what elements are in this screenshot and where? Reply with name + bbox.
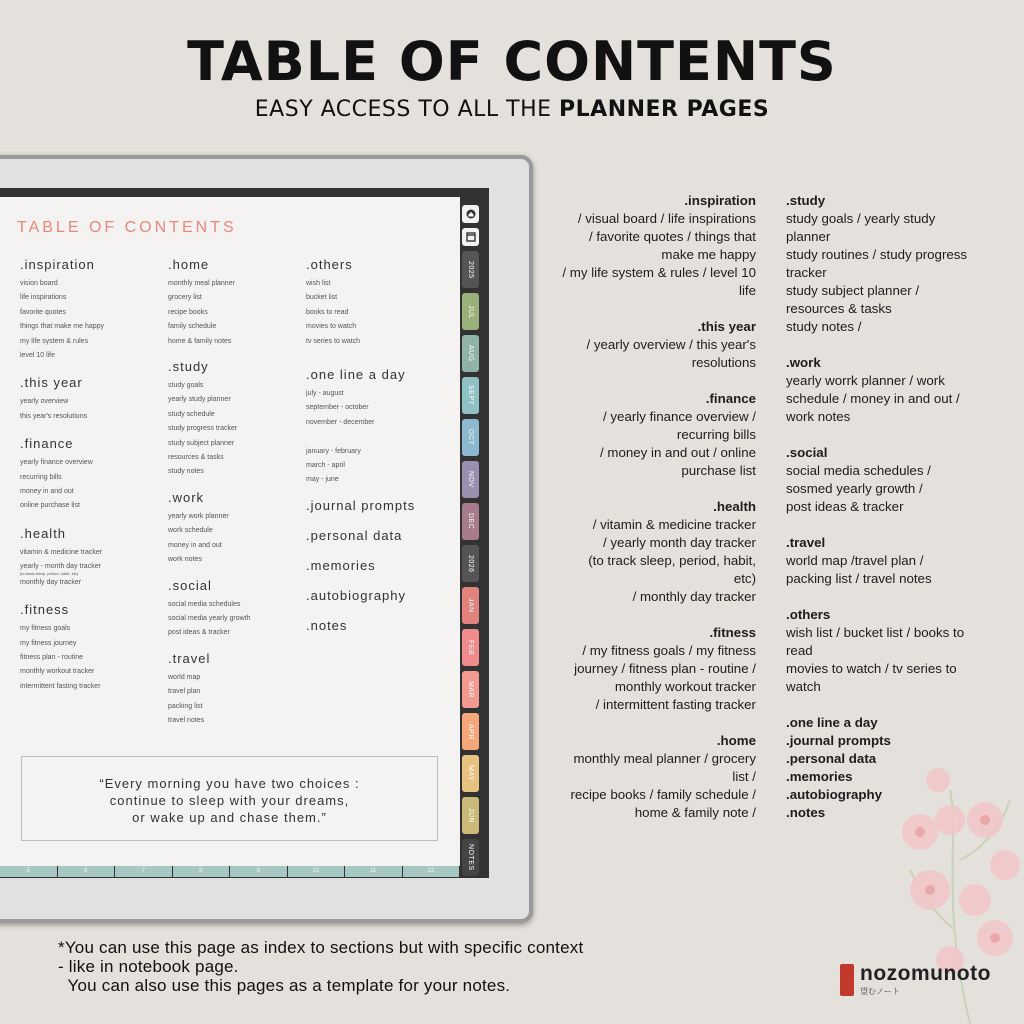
toc-column-2: [168, 257, 250, 728]
description-line: yearly worrk planner / work: [786, 373, 945, 388]
description-line: / intermittent fasting tracker: [595, 697, 756, 712]
home-icon[interactable]: [462, 205, 479, 223]
toc-section: [20, 257, 104, 363]
description-column-left: [540, 192, 756, 822]
description-line: / yearly overview / this year's: [586, 337, 756, 352]
side-tab-may[interactable]: MAY: [462, 755, 479, 792]
description-line: / visual board / life inspirations: [577, 211, 756, 226]
description-line: monthly workout tracker: [614, 679, 756, 694]
planner-page: [0, 197, 460, 866]
description-line: recipe books / family schedule /: [570, 787, 756, 802]
toc-item[interactable]: study goals: [168, 382, 204, 390]
description-heading: .notes: [786, 805, 826, 820]
description-heading: .social: [786, 445, 828, 460]
description-line: (to track sleep, period, habit,: [588, 553, 756, 568]
description-column-right: [786, 192, 996, 822]
toc-item[interactable]: travel plan: [168, 688, 201, 696]
spacer: [540, 606, 756, 624]
description-heading: .this year: [697, 319, 756, 334]
description-heading: .journal prompts: [786, 733, 891, 748]
toc-section-heading[interactable]: .social: [168, 577, 212, 593]
toc-item[interactable]: may - june: [306, 476, 339, 484]
description-line: etc): [733, 571, 756, 586]
brand-logo: [840, 962, 1000, 1002]
bottom-tab[interactable]: 7: [115, 866, 172, 877]
toc-item[interactable]: family schedule: [168, 323, 217, 331]
page-subheadline: [0, 96, 1024, 124]
toc-section-heading[interactable]: .memories: [306, 557, 376, 573]
description-line: read: [786, 643, 813, 658]
toc-item[interactable]: level 10 life: [20, 352, 56, 360]
description-heading: .home: [716, 733, 756, 748]
toc-section: [168, 257, 250, 349]
toc-item[interactable]: bucket list: [306, 294, 338, 302]
toc-item[interactable]: study schedule: [168, 410, 215, 418]
toc-item[interactable]: my fitness goals: [20, 625, 71, 633]
toc-item[interactable]: online purchase list: [20, 502, 80, 510]
toc-item[interactable]: intermittent fasting tracker: [20, 682, 101, 690]
side-tab-2025[interactable]: 2025: [462, 251, 479, 288]
toc-section-heading[interactable]: .travel: [168, 650, 211, 666]
description-line: planner: [786, 229, 831, 244]
quote-text: [22, 775, 437, 826]
toc-item[interactable]: post ideas & tracker: [168, 629, 230, 637]
description-line: movies to watch / tv series to: [786, 661, 957, 676]
toc-section: [20, 375, 104, 424]
quote-line: “Every morning you have two choices :: [99, 776, 360, 791]
description-line: tracker: [786, 265, 827, 280]
toc-item[interactable]: home & family notes: [168, 337, 232, 345]
toc-item[interactable]: yearly finance overview: [20, 459, 93, 467]
description-line: home & family note /: [634, 805, 756, 820]
toc-section-heading[interactable]: .finance: [20, 436, 74, 452]
spacer: [786, 696, 996, 714]
description-line: resources & tasks: [786, 301, 892, 316]
toc-item[interactable]: fitness plan - routine: [20, 653, 84, 661]
description-line: study notes /: [786, 319, 862, 334]
toc-section-heading[interactable]: .work: [168, 489, 205, 505]
description-heading: .inspiration: [684, 193, 756, 208]
description-line: study subject planner /: [786, 283, 920, 298]
bottom-tab[interactable]: 8: [173, 866, 230, 877]
side-tab-jan[interactable]: JAN: [462, 587, 479, 624]
logo-mark: [840, 964, 854, 996]
quote-line: continue to sleep with your dreams,: [109, 793, 350, 808]
description-line: / yearly finance overview /: [603, 409, 756, 424]
toc-item[interactable]: yearly overview: [20, 398, 69, 406]
description-line: / monthly day tracker: [632, 589, 756, 604]
quote-box: [21, 756, 438, 841]
side-tab-aug[interactable]: AUG: [462, 335, 479, 372]
toc-section-heading[interactable]: .notes: [306, 617, 348, 633]
description-line: study goals / yearly study: [786, 211, 936, 226]
description-line: purchase list: [681, 463, 756, 478]
toc-section-heading[interactable]: .home: [168, 257, 210, 272]
toc-item[interactable]: tv series to watch: [306, 337, 361, 345]
description-line: packing list / travel notes: [786, 571, 932, 586]
description-line: / money in and out / online: [600, 445, 756, 460]
toc-item[interactable]: favorite quotes: [20, 308, 66, 316]
toc-item[interactable]: monthly meal planner: [168, 280, 235, 287]
toc-section: [20, 436, 104, 514]
description-line: / yearly month day tracker: [603, 535, 756, 550]
description-heading: .autobiography: [786, 787, 883, 802]
toc-section-heading[interactable]: .study: [168, 359, 209, 375]
toc-section-heading[interactable]: .personal data: [306, 527, 403, 543]
description-line: / my life system & rules / level 10: [562, 265, 756, 280]
subtitle-prefix: EASY ACCESS TO ALL THE: [254, 97, 560, 122]
toc-item[interactable]: grocery list: [168, 294, 202, 302]
toc-item[interactable]: recipe books: [168, 308, 208, 316]
bottom-tab[interactable]: 6: [58, 866, 115, 877]
toc-column-1: [20, 257, 104, 694]
description-line: make me happy: [661, 247, 756, 262]
toc-section: [20, 526, 104, 590]
description-line: post ideas & tracker: [786, 499, 904, 514]
description-line: wish list / bucket list / books to: [786, 625, 965, 640]
toc-item[interactable]: world map: [168, 673, 201, 681]
description-line: list /: [732, 769, 756, 784]
footnote-line: - like in notebook page.: [58, 957, 239, 976]
bottom-tab[interactable]: 9: [230, 866, 287, 877]
description-line: sosmed yearly growth /: [786, 481, 923, 496]
toc-section-heading[interactable]: .others: [306, 257, 353, 272]
bottom-tab[interactable]: 12: [403, 866, 460, 877]
toc-item[interactable]: social media yearly growth: [168, 614, 251, 622]
toc-item[interactable]: yearly - month day tracker: [20, 563, 101, 571]
toc-item[interactable]: july - august: [306, 390, 344, 398]
logo-subtitle: 望むノート: [860, 987, 900, 996]
description-heading: .one line a day: [786, 715, 878, 730]
toc-section-heading[interactable]: .autobiography: [306, 587, 407, 603]
toc-item[interactable]: yearly work planner: [168, 512, 229, 520]
toc-item[interactable]: recurring bills: [20, 473, 62, 481]
spacer: [786, 426, 996, 444]
toc-item[interactable]: monthly workout tracker: [20, 668, 95, 676]
side-tab-jun[interactable]: JUN: [462, 797, 479, 834]
side-tab-apr[interactable]: APR: [462, 713, 479, 750]
side-tab-bar: [462, 205, 482, 881]
spacer: [540, 714, 756, 732]
side-tab-notes[interactable]: NOTES: [462, 839, 479, 876]
description-heading: .finance: [705, 391, 756, 406]
toc-section-heading[interactable]: .fitness: [20, 602, 70, 618]
toc-section: [306, 257, 415, 349]
side-tab-oct[interactable]: OCT: [462, 419, 479, 456]
bottom-tab[interactable]: 10: [288, 866, 345, 877]
toc-item[interactable]: work notes: [168, 556, 202, 564]
toc-section: [20, 602, 104, 694]
toc-item[interactable]: movies to watch: [306, 323, 357, 331]
toc-item[interactable]: this year's resolutions: [20, 412, 88, 420]
toc-section-heading[interactable]: .health: [20, 525, 67, 541]
toc-item[interactable]: things that make me happy: [20, 323, 105, 331]
toc-item[interactable]: monthly day tracker: [20, 578, 82, 586]
toc-section: [306, 367, 415, 488]
toc-item[interactable]: november - december: [306, 418, 375, 426]
footnote: [58, 938, 583, 995]
description-line: world map /travel plan /: [786, 553, 924, 568]
page-icon[interactable]: [462, 228, 479, 246]
description-heading: .study: [786, 193, 826, 208]
toc-section-heading[interactable]: .journal prompts: [306, 497, 416, 513]
toc-section-heading[interactable]: .this year: [20, 375, 83, 391]
toc-item[interactable]: march - april: [306, 462, 345, 470]
toc-item[interactable]: january - february: [306, 447, 361, 455]
description-line: work notes: [786, 409, 851, 424]
side-tab-mar[interactable]: MAR: [462, 671, 479, 708]
toc-item[interactable]: study notes: [168, 468, 204, 476]
planner-title: TABLE OF CONTENTS: [17, 219, 237, 236]
spacer: [786, 516, 996, 534]
toc-item[interactable]: books to read: [306, 308, 349, 316]
toc-item[interactable]: life inspirations: [20, 294, 67, 302]
description-line: resolutions: [691, 355, 756, 370]
spacer: [786, 588, 996, 606]
bottom-tab[interactable]: 5: [0, 866, 57, 877]
toc-section-heading[interactable]: .inspiration: [20, 257, 95, 272]
description-line: life: [739, 283, 756, 298]
toc-section: [168, 359, 250, 480]
toc-item[interactable]: study subject planner: [168, 439, 235, 447]
toc-item[interactable]: travel notes: [168, 716, 205, 724]
toc-section: [168, 490, 250, 568]
side-tab-2026[interactable]: 2026: [462, 545, 479, 582]
side-tab-jul[interactable]: JUL: [462, 293, 479, 330]
toc-item[interactable]: my life system & rules: [20, 337, 89, 345]
toc-item[interactable]: vitamin & medicine tracker: [20, 548, 103, 556]
description-heading: .travel: [786, 535, 826, 550]
side-tab-dec[interactable]: DEC: [462, 503, 479, 540]
toc-item[interactable]: money in and out: [168, 541, 222, 549]
toc-section: [306, 588, 415, 604]
description-heading: .memories: [786, 769, 853, 784]
description-line: / my fitness goals / my fitness: [582, 643, 756, 658]
toc-section: [306, 558, 415, 574]
logo-name: nozomunoto: [860, 962, 991, 985]
description-heading: .health: [713, 499, 756, 514]
description-heading: .personal data: [786, 751, 877, 766]
toc-section-heading[interactable]: .one line a day: [306, 367, 406, 383]
toc-section: [306, 498, 415, 514]
toc-item: [306, 430, 415, 444]
description-line: journey / fitness plan - routine /: [574, 661, 756, 676]
description-line: / vitamin & medicine tracker: [592, 517, 756, 532]
side-tab-feb[interactable]: FEB: [462, 629, 479, 666]
spacer: [540, 300, 756, 318]
description-line: recurring bills: [676, 427, 756, 442]
toc-item[interactable]: september - october: [306, 404, 369, 412]
toc-column-3: [306, 257, 415, 638]
subtitle-bold: PLANNER PAGES: [559, 97, 770, 122]
bottom-tab-bar: [0, 866, 460, 877]
description-line: social media schedules /: [786, 463, 931, 478]
description-line: study routines / study progress: [786, 247, 968, 262]
toc-item[interactable]: work schedule: [168, 527, 213, 535]
description-line: schedule / money in and out /: [786, 391, 960, 406]
toc-item[interactable]: resources & tasks: [168, 454, 224, 462]
page-headline: TABLE OF CONTENTS: [187, 30, 837, 93]
bottom-tab[interactable]: 11: [345, 866, 402, 877]
side-tab-nov[interactable]: NOV: [462, 461, 479, 498]
description-heading: .fitness: [709, 625, 756, 640]
footnote-line: You can also use this pages as a template for your notes.: [58, 976, 511, 995]
toc-item[interactable]: yearly study planner: [168, 396, 231, 404]
toc-item[interactable]: vision board: [20, 280, 58, 287]
toc-item[interactable]: wish list: [306, 280, 331, 287]
toc-item-note: (to track sleep, period, habit, etc): [20, 570, 79, 576]
description-line: watch: [786, 679, 821, 694]
spacer: [540, 480, 756, 498]
toc-section: [168, 651, 250, 729]
description-line: monthly meal planner / grocery: [573, 751, 756, 766]
toc-section: [306, 528, 415, 544]
toc-item[interactable]: study progress tracker: [168, 425, 238, 433]
quote-line: or wake up and chase them.”: [132, 810, 327, 825]
toc-item[interactable]: social media schedules: [168, 600, 241, 608]
toc-section: [306, 618, 415, 634]
spacer: [786, 336, 996, 354]
description-line: / favorite quotes / things that: [588, 229, 756, 244]
description-heading: .work: [786, 355, 821, 370]
spacer: [540, 372, 756, 390]
toc-section: [168, 578, 250, 641]
toc-item[interactable]: money in and out: [20, 488, 74, 496]
toc-item[interactable]: my fitness journey: [20, 639, 77, 647]
description-heading: .others: [786, 607, 831, 622]
footnote-line: *You can use this page as index to sections but with specific context: [58, 938, 584, 957]
toc-item[interactable]: packing list: [168, 702, 203, 710]
side-tab-sept[interactable]: SEPT: [462, 377, 479, 414]
